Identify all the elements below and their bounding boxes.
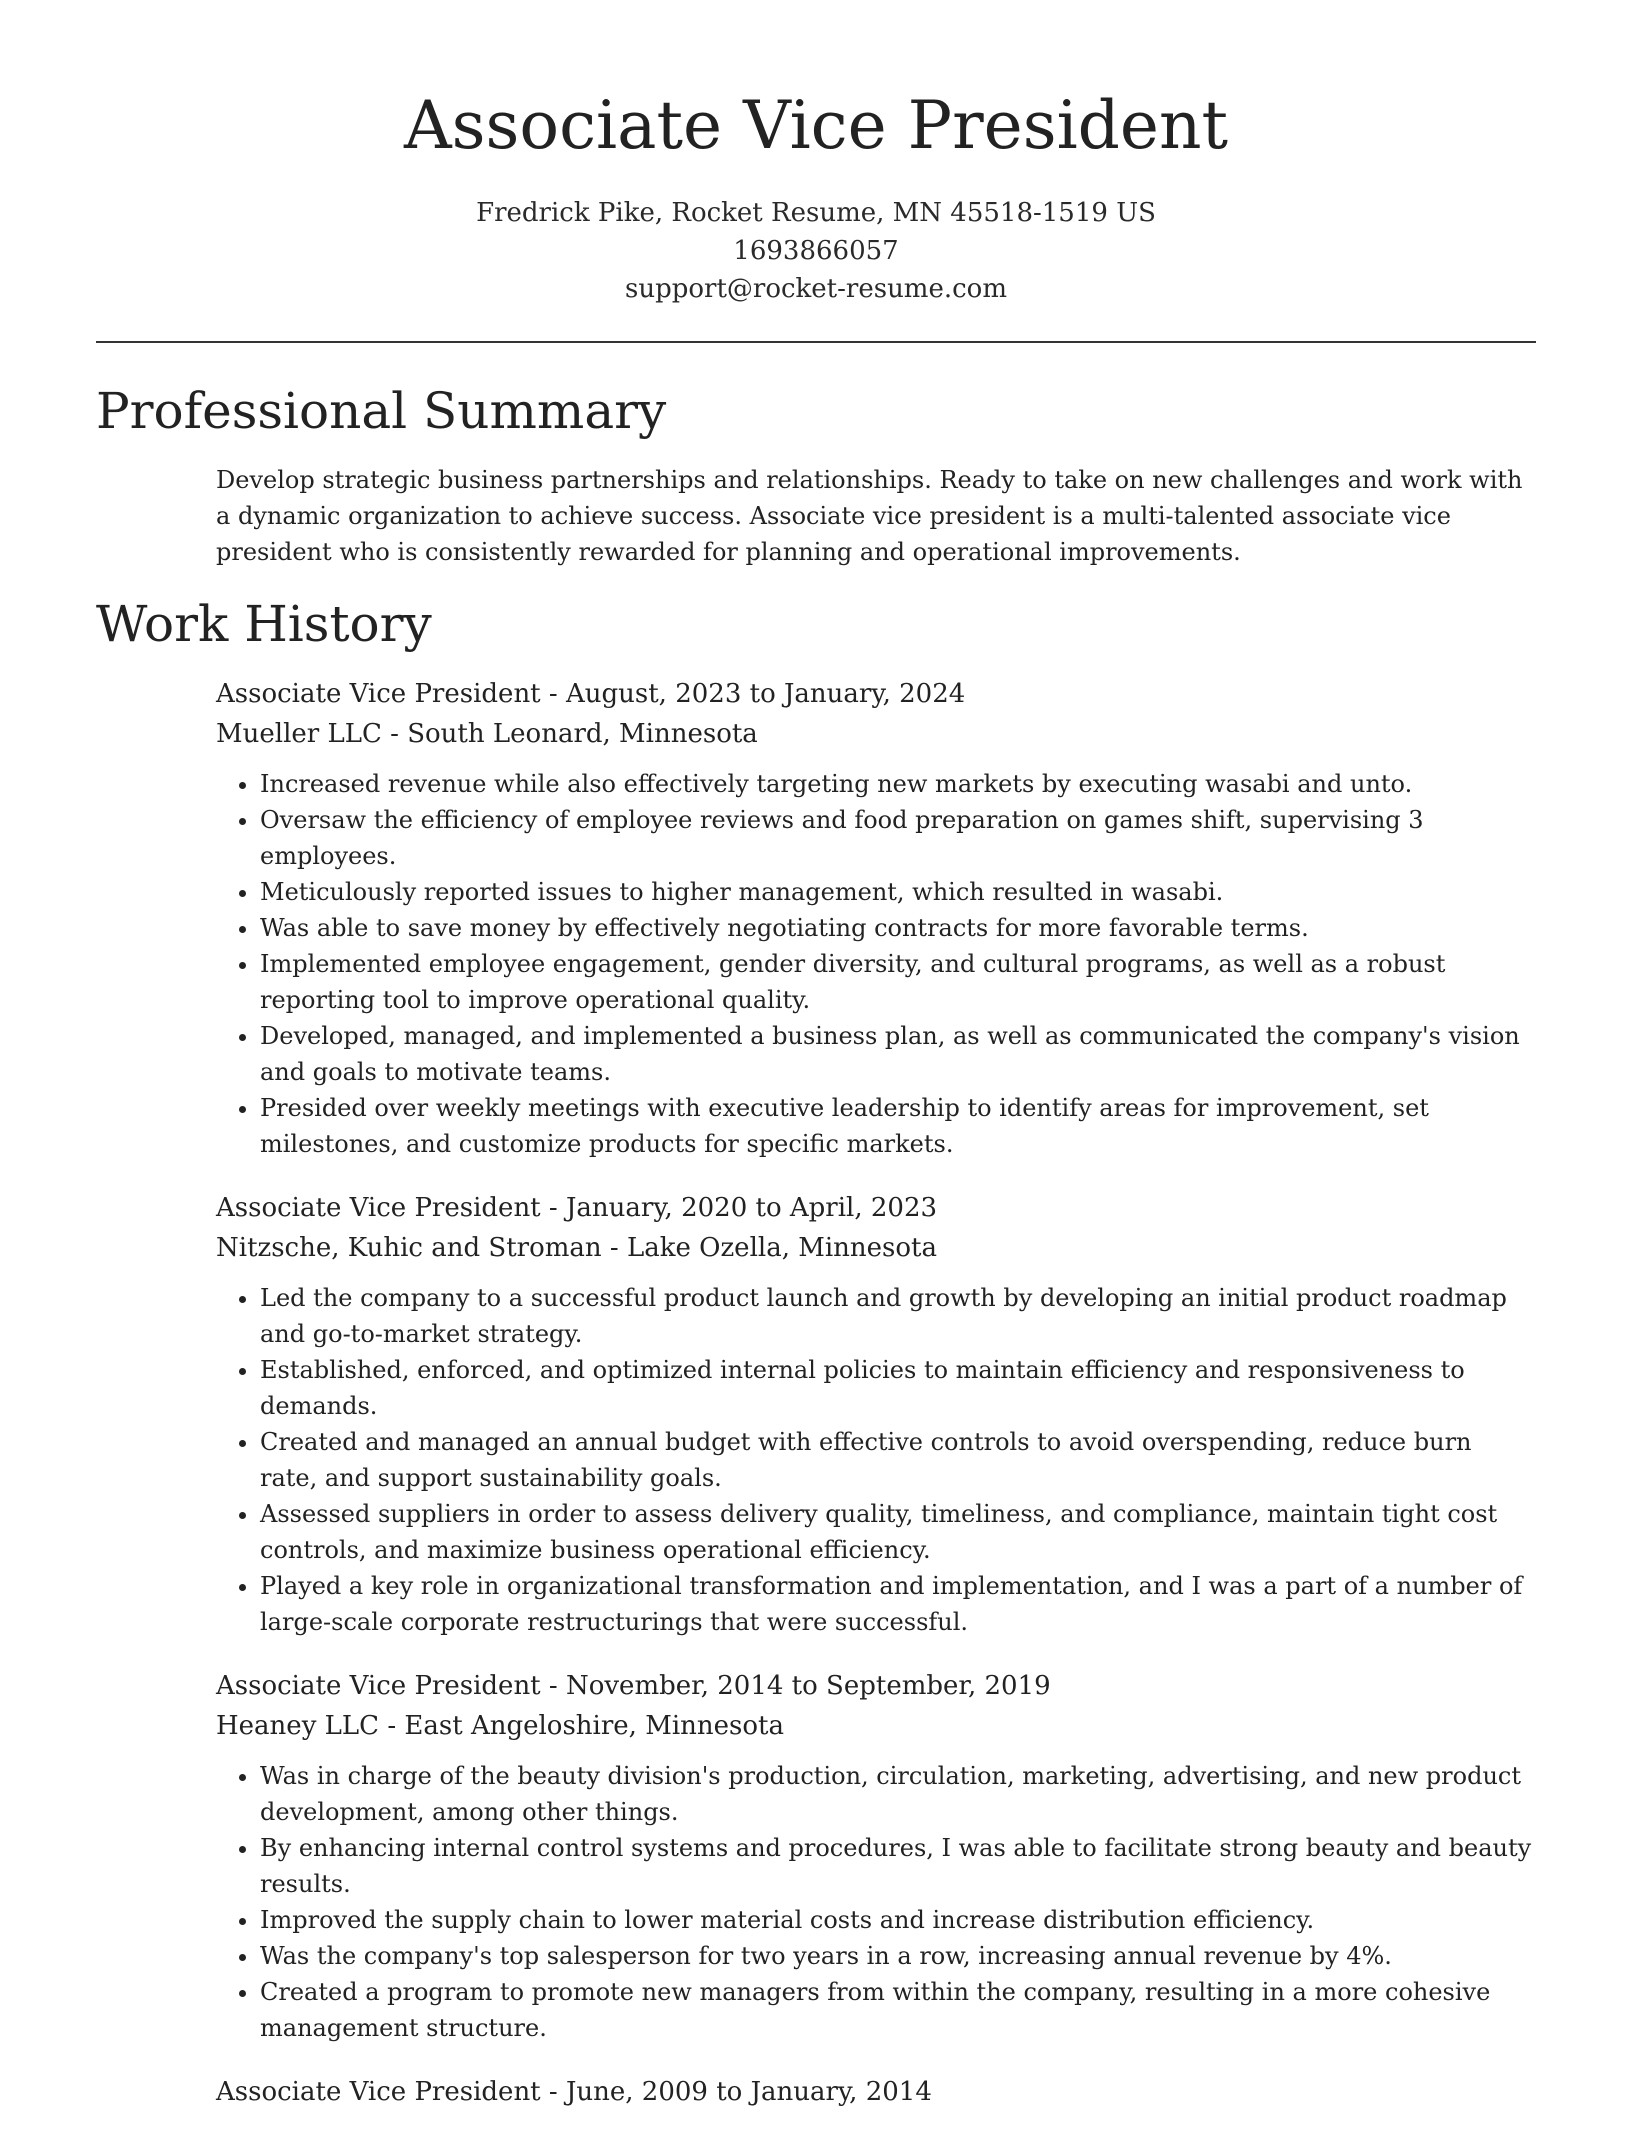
job-location: East Angeloshire, Minnesota (404, 1711, 784, 1741)
job-company-line: Nitzsche, Kuhic and Stroman - Lake Ozella, Minnesota (216, 1233, 937, 1263)
resume-name: Associate Vice President (403, 87, 1229, 164)
job-dates: November, 2014 to September, 2019 (565, 1671, 1051, 1701)
job-bullet: • Meticulously reported issues to higher management, which resulted in wasabi. (260, 874, 1536, 910)
summary-heading: Professional Summary (96, 382, 667, 440)
summary-text: Develop strategic business partnerships and relationships. Ready to take on new challenges and work with a dynamic organization to achieve success. Associate vice president is a multi-talented associate vice president who is consistently rewarded for planning and operational improvements. (216, 466, 1523, 566)
job-title-line: Associate Vice President - June, 2009 to January, 2014 (216, 2077, 932, 2107)
job-bullet: • Created a program to promote new managers from within the company, resulting in a more cohesive management structure. (260, 1974, 1536, 2046)
job-bullet: • Was in charge of the beauty division's production, circulation, marketing, advertising, and new product development, among other things. (260, 1758, 1536, 1830)
job-company-line: Heaney LLC - East Angeloshire, Minnesota (216, 1711, 784, 1741)
job-bullet: • Implemented employee engagement, gender diversity, and cultural programs, as well as a robust reporting tool to improve operational quality. (260, 946, 1536, 1018)
job-entry (216, 2072, 1536, 2112)
job-entry (216, 1188, 1536, 1640)
job-dates: August, 2023 to January, 2024 (565, 679, 966, 709)
contact-email: support@rocket-resume.com (624, 274, 1007, 304)
job-bullet: • Was able to save money by effectively negotiating contracts for more favorable terms. (260, 910, 1536, 946)
job-bullet: • Oversaw the efficiency of employee reviews and food preparation on games shift, supervising 3 employees. (260, 802, 1536, 874)
job-location: South Leonard, Minnesota (407, 719, 758, 749)
job-bullet: • Improved the supply chain to lower material costs and increase distribution efficiency. (260, 1902, 1536, 1938)
job-bullet: • Increased revenue while also effectively targeting new markets by executing wasabi and unto. (260, 766, 1536, 802)
contact-phone: 1693866057 (733, 236, 899, 266)
job-title-line: Associate Vice President - January, 2020 to April, 2023 (216, 1193, 938, 1223)
work-history-heading: Work History (96, 595, 432, 653)
job-role: Associate Vice President (216, 679, 541, 709)
work-history-list (216, 674, 1536, 2138)
job-title-line: Associate Vice President - November, 2014 to September, 2019 (216, 1671, 1051, 1701)
job-role: Associate Vice President (216, 1193, 541, 1223)
job-dates: June, 2009 to January, 2014 (565, 2077, 932, 2107)
job-bullet: • Developed, managed, and implemented a business plan, as well as communicated the company's vision and goals to motivate teams. (260, 1018, 1536, 1090)
job-company: Nitzsche, Kuhic and Stroman (216, 1233, 602, 1263)
job-bullets (216, 1758, 1536, 2046)
job-bullet: • Established, enforced, and optimized internal policies to maintain efficiency and responsiveness to demands. (260, 1352, 1536, 1424)
job-entry (216, 674, 1536, 1162)
job-company: Mueller LLC (216, 719, 382, 749)
header-divider (96, 341, 1536, 343)
job-company-line: Mueller LLC - South Leonard, Minnesota (216, 719, 758, 749)
job-entry (216, 1666, 1536, 2046)
contact-address: Fredrick Pike, Rocket Resume, MN 45518-1519 US (476, 198, 1156, 228)
job-bullets (216, 1280, 1536, 1640)
job-bullets (216, 766, 1536, 1162)
job-location: Lake Ozella, Minnesota (627, 1233, 937, 1263)
contact-info (96, 194, 1536, 308)
job-bullet: • Led the company to a successful product launch and growth by developing an initial product roadmap and go-to-market strategy. (260, 1280, 1536, 1352)
job-bullet: • Played a key role in organizational transformation and implementation, and I was a part of a number of large-scale corporate restructurings that were successful. (260, 1568, 1536, 1640)
job-bullet: • Assessed suppliers in order to assess delivery quality, timeliness, and compliance, maintain tight cost controls, and maximize business operational efficiency. (260, 1496, 1536, 1568)
job-title-line: Associate Vice President - August, 2023 to January, 2024 (216, 679, 966, 709)
job-bullet: • Was the company's top salesperson for two years in a row, increasing annual revenue by 4%. (260, 1938, 1536, 1974)
job-role: Associate Vice President (216, 1671, 541, 1701)
job-bullet: • Presided over weekly meetings with executive leadership to identify areas for improvement, set milestones, and customize products for specific markets. (260, 1090, 1536, 1162)
job-dates: January, 2020 to April, 2023 (565, 1193, 938, 1223)
job-bullet: • Created and managed an annual budget with effective controls to avoid overspending, reduce burn rate, and support sustainability goals. (260, 1424, 1536, 1496)
job-company: Heaney LLC (216, 1711, 380, 1741)
resume-header (96, 82, 1536, 308)
job-role: Associate Vice President (216, 2077, 541, 2107)
job-bullet: • By enhancing internal control systems and procedures, I was able to facilitate strong beauty and beauty results. (260, 1830, 1536, 1902)
